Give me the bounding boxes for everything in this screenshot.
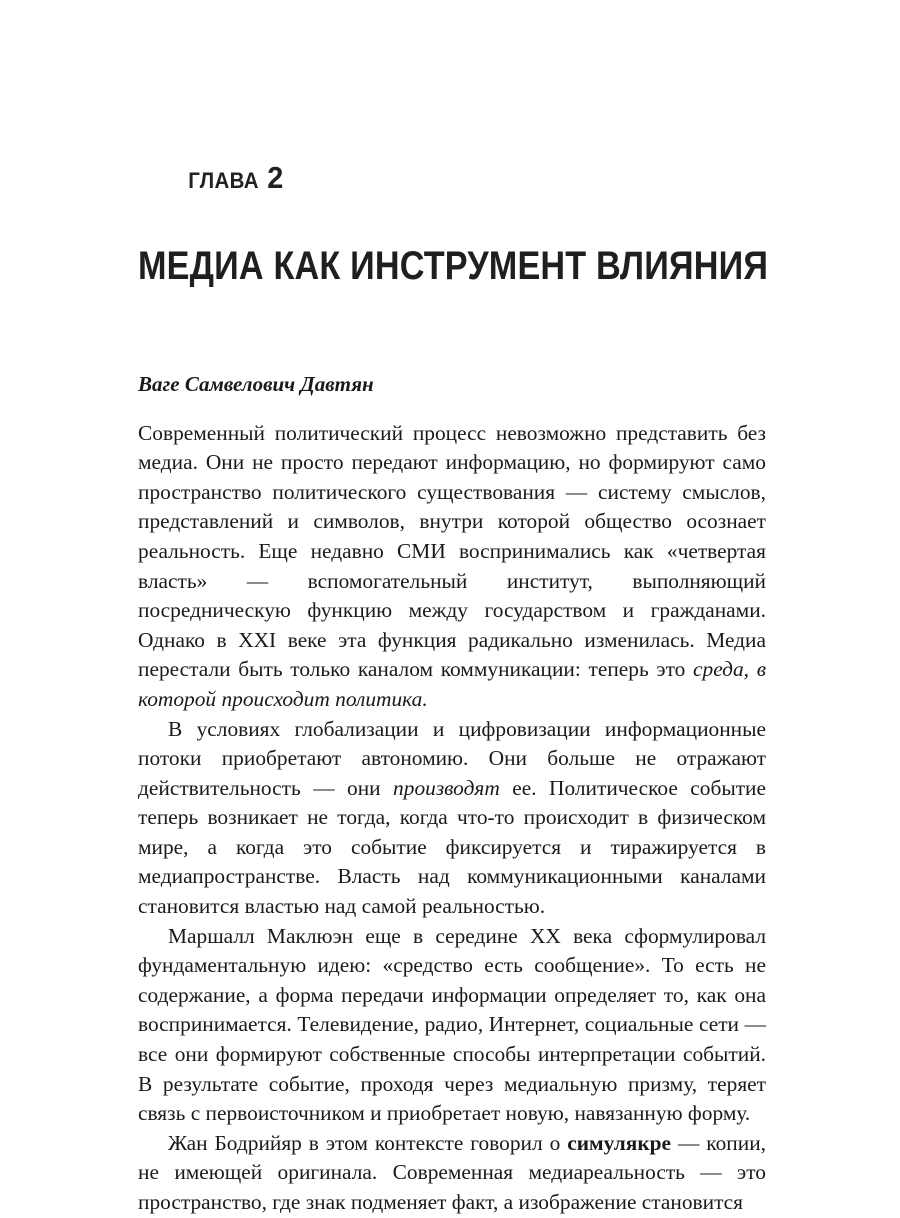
chapter-label-prefix: глава — [188, 160, 268, 195]
page-content-column — [138, 0, 769, 1218]
chapter-title: МЕДИА КАК ИНСТРУМЕНТ ВЛИЯНИЯ — [138, 244, 769, 288]
body-paragraph — [138, 1129, 766, 1218]
emphasis-text: производят — [393, 775, 500, 800]
text-run: Маршалл Маклюэн еще в середине XX века сформулировал фундаментальную идею: «средство есть сообщение». То есть не содержание, а форма передачи информации определяет то, как она воспринимается. Телевидение, радио, Интернет, социальные сети — все они формируют собственные способы интерпретации событий. В результате событие, проходя через медиальную призму, теряет связь с первоисточником и приобретает новую, навязанную форму. — [138, 923, 766, 1126]
chapter-label-number: 2 — [267, 160, 284, 195]
body-text — [138, 419, 766, 1218]
body-paragraph — [138, 419, 766, 715]
author-name: Ваге Самвелович Давтян — [138, 372, 374, 397]
text-run: — копии, не имеющей оригинала. Современная медиареальность — это пространство, где знак подменяет факт, а изображение становится — [138, 1130, 766, 1215]
body-paragraph — [138, 715, 766, 922]
body-paragraph — [138, 922, 766, 1129]
emphasis-text: среда, в которой происходит политика. — [138, 657, 766, 711]
chapter-label — [138, 131, 722, 224]
strong-text: симулякре — [567, 1130, 672, 1155]
text-run: В условиях глобализации и цифровизации информационные потоки приобретают автономию. Они больше не отражают действительность — они — [138, 716, 766, 800]
text-run: ее. Политическое событие теперь возникает не тогда, когда что-то происходит в физическом мире, а когда это событие фиксируется и тиражируется в медиапространстве. Власть над коммуникационными каналами становится властью над самой реальностью. — [138, 775, 766, 919]
text-run: Жан Бодрийяр в этом контексте говорил о — [168, 1130, 568, 1155]
text-run: Современный политический процесс невозможно представить без медиа. Они не просто передают информацию, но формируют само пространство политического существования — систему смыслов, представлений и символов, внутри которой общество осознает реальность. Еще недавно СМИ воспринимались как «четвертая власть» — вспомогательный институт, выполняющий посредническую функцию между государством и гражданами. Однако в XXI веке эта функция радикально изменилась. Медиа перестали быть только каналом коммуникации: теперь это — [138, 420, 766, 682]
